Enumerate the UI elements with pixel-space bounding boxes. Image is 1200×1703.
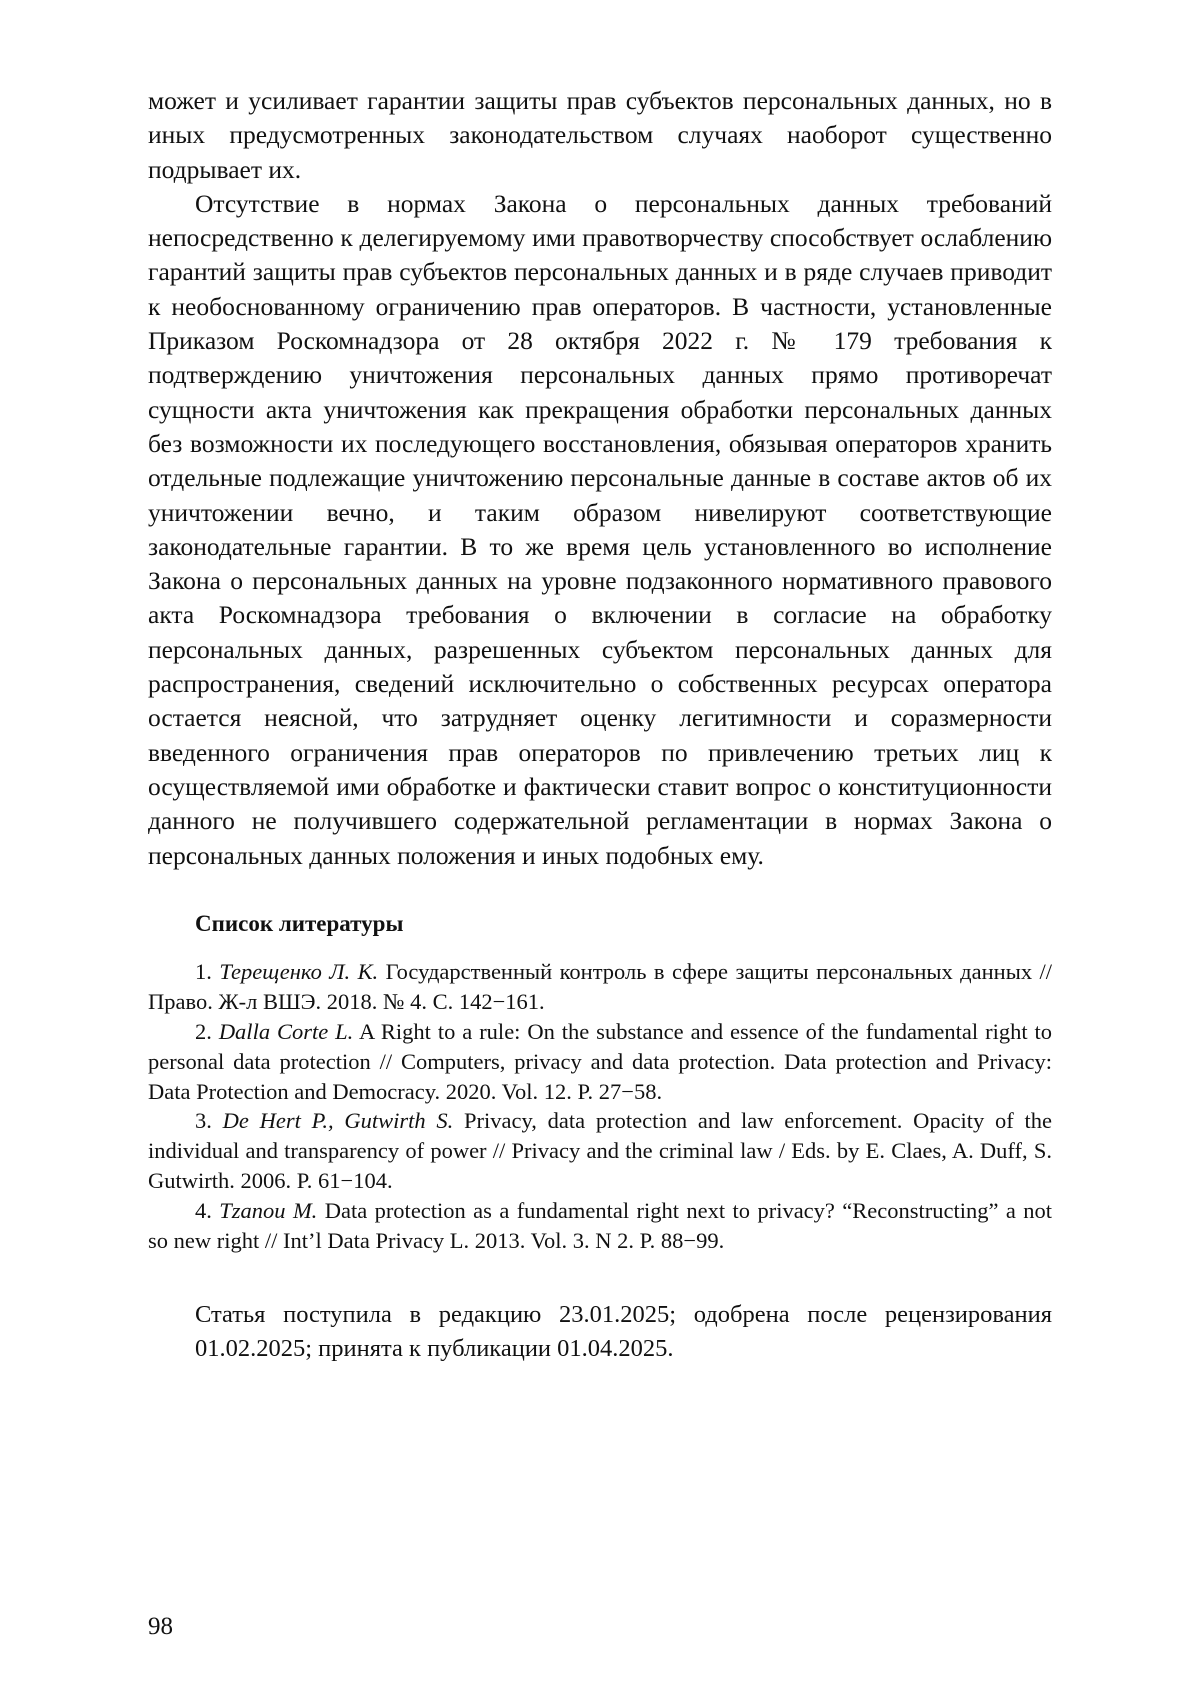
reference-item xyxy=(148,1196,1052,1256)
reference-text: Privacy, data protection and law enforcement. Opacity of the individual and transparency of power // Privacy and the criminal law / Eds. by E. Claes, A. Duff, S. Gutwirth. 2006. P. 61−104. xyxy=(148,1108,1053,1194)
reference-text: Государственный контроль в сфере защиты персональных данных // Право. Ж-л ВШЭ. 2018. № 4. С. 142−161. xyxy=(148,958,1052,1014)
reference-authors: Dalla Corte L. xyxy=(218,1018,354,1044)
reference-authors: Терещенко Л. К. xyxy=(219,958,379,984)
reference-number: 4. xyxy=(195,1198,212,1224)
reference-item xyxy=(148,957,1052,1017)
reference-item xyxy=(148,1106,1052,1196)
received-note-block xyxy=(148,1298,1052,1365)
reference-number: 2. xyxy=(195,1018,212,1044)
reference-text: Data protection as a fundamental right next to privacy? “Reconstructing” a not so new right // Int’l Data Privacy L. 2013. Vol. 3. N 2. P. 88−99. xyxy=(148,1198,1053,1254)
reference-item xyxy=(148,1017,1052,1107)
paragraph-main: Отсутствие в нормах Закона о персональных данных требований непосредственно к делегируемому ими правотворчеству способствует ослаблению гарантий защиты прав субъектов персональных данных и в ряде случаев приводит к необоснованному ограничению прав операторов. В частности, установленные Приказом Роскомнадзора от 28 октября 2022 г. № 179 требования к подтверждению уничтожения персональных данных прямо противоречат сущности акта уничтожения как прекращения обработки персональных данных без возможности их последующего восстановления, обязывая операторов хранить отдельные подлежащие уничтожению персональные данные в составе актов об их уничтожении вечно, и таким образом нивелируют соответствующие законодательные гарантии. В то же время цель установленного во исполнение Закона о персональных данных на уровне подзаконного нормативного правового акта Роскомнадзора требования о включении в согласие на обработку персональных данных, разрешенных субъектом персональных данных для распространения, сведений исключительно о собственных ресурсах оператора остается неясной, что затрудняет оценку легитимности и соразмерности введенного ограничения прав операторов по привлечению третьих лиц к осуществляемой ими обработке и фактически ставит вопрос о конституционности данного не получившего содержательной регламентации в нормах Закона о персональных данных положения и иных подобных ему. xyxy=(148,188,1052,870)
page-number: 98 xyxy=(148,1613,173,1640)
received-note: Статья поступила в редакцию 23.01.2025; одобрена после рецензирования 01.02.2025; принята к публикации 01.04.2025. xyxy=(195,1301,1052,1362)
body-text-block xyxy=(148,84,1052,873)
references-heading: Список литературы xyxy=(195,910,404,936)
reference-authors: De Hert P., Gutwirth S. xyxy=(222,1108,454,1134)
references-list xyxy=(148,957,1052,1256)
reference-text: A Right to a rule: On the substance and essence of the fundamental right to personal data protection // Computers, privacy and data protection. Data protection and Privacy: Data Protection and Democracy. 2020. Vol. 12. P. 27−58. xyxy=(148,1018,1052,1104)
reference-authors: Tzanou M. xyxy=(219,1198,318,1224)
reference-number: 3. xyxy=(195,1108,212,1134)
paragraph-continuation: может и усиливает гарантии защиты прав субъектов персональных данных, но в иных предусмотренных законодательством случаях наоборот существенно подрывает их. xyxy=(148,86,1052,184)
reference-number: 1. xyxy=(195,958,212,984)
